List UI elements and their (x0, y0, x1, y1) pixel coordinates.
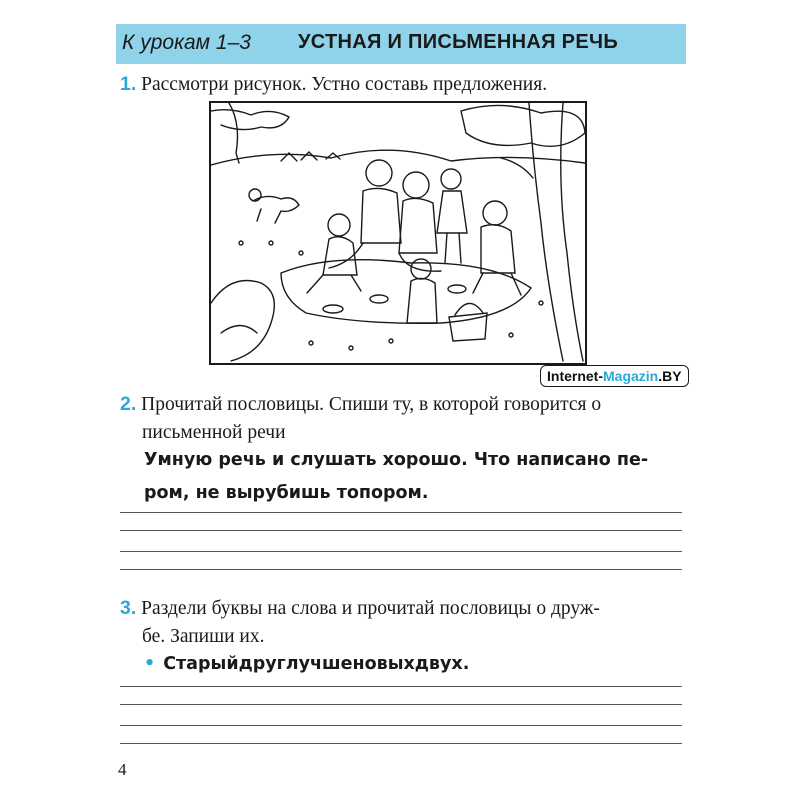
section-title: УСТНАЯ И ПИСЬМЕННАЯ РЕЧЬ (298, 31, 618, 53)
writing-line (120, 551, 682, 552)
writing-line (120, 569, 682, 570)
writing-line (120, 725, 682, 726)
task-1 (120, 70, 547, 99)
exercise-text: Старыйдруглучшеновыхдвух. (163, 654, 470, 674)
exercise-item (144, 648, 689, 681)
proverb-line2: ром, не вырубишь топором. (144, 483, 429, 503)
task-3-text-line2: бе. Запиши их. (142, 626, 265, 647)
task-3-number: 3. (120, 597, 137, 619)
writing-line (120, 704, 682, 705)
writing-line (120, 512, 682, 513)
writing-line (120, 686, 682, 687)
task-1-text: Рассмотри рисунок. Устно составь предложения. (141, 74, 548, 95)
picnic-illustration (209, 101, 587, 365)
section-header (116, 24, 686, 64)
task-2-text-line2: письменной речи (142, 422, 286, 443)
picnic-family-icon (211, 103, 585, 363)
watermark-logo: Internet-Magazin.BY (540, 365, 689, 387)
task-2-number: 2. (120, 393, 137, 415)
proverb-text (144, 444, 689, 510)
lesson-range: К урокам 1–3 (122, 31, 251, 54)
task-3 (120, 594, 600, 651)
task-3-text-line1: Раздели буквы на слова и прочитай пословицы о друж- (141, 598, 600, 619)
task-1-number: 1. (120, 73, 137, 95)
task-2 (120, 390, 601, 447)
proverb-line1: Умную речь и слушать хорошо. Что написано пе- (144, 450, 649, 470)
writing-line (120, 530, 682, 531)
page-number: 4 (118, 760, 127, 779)
bullet-icon: • (144, 654, 156, 674)
task-2-text-line1: Прочитай пословицы. Спиши ту, в которой говорится о (141, 394, 602, 415)
writing-line (120, 743, 682, 744)
